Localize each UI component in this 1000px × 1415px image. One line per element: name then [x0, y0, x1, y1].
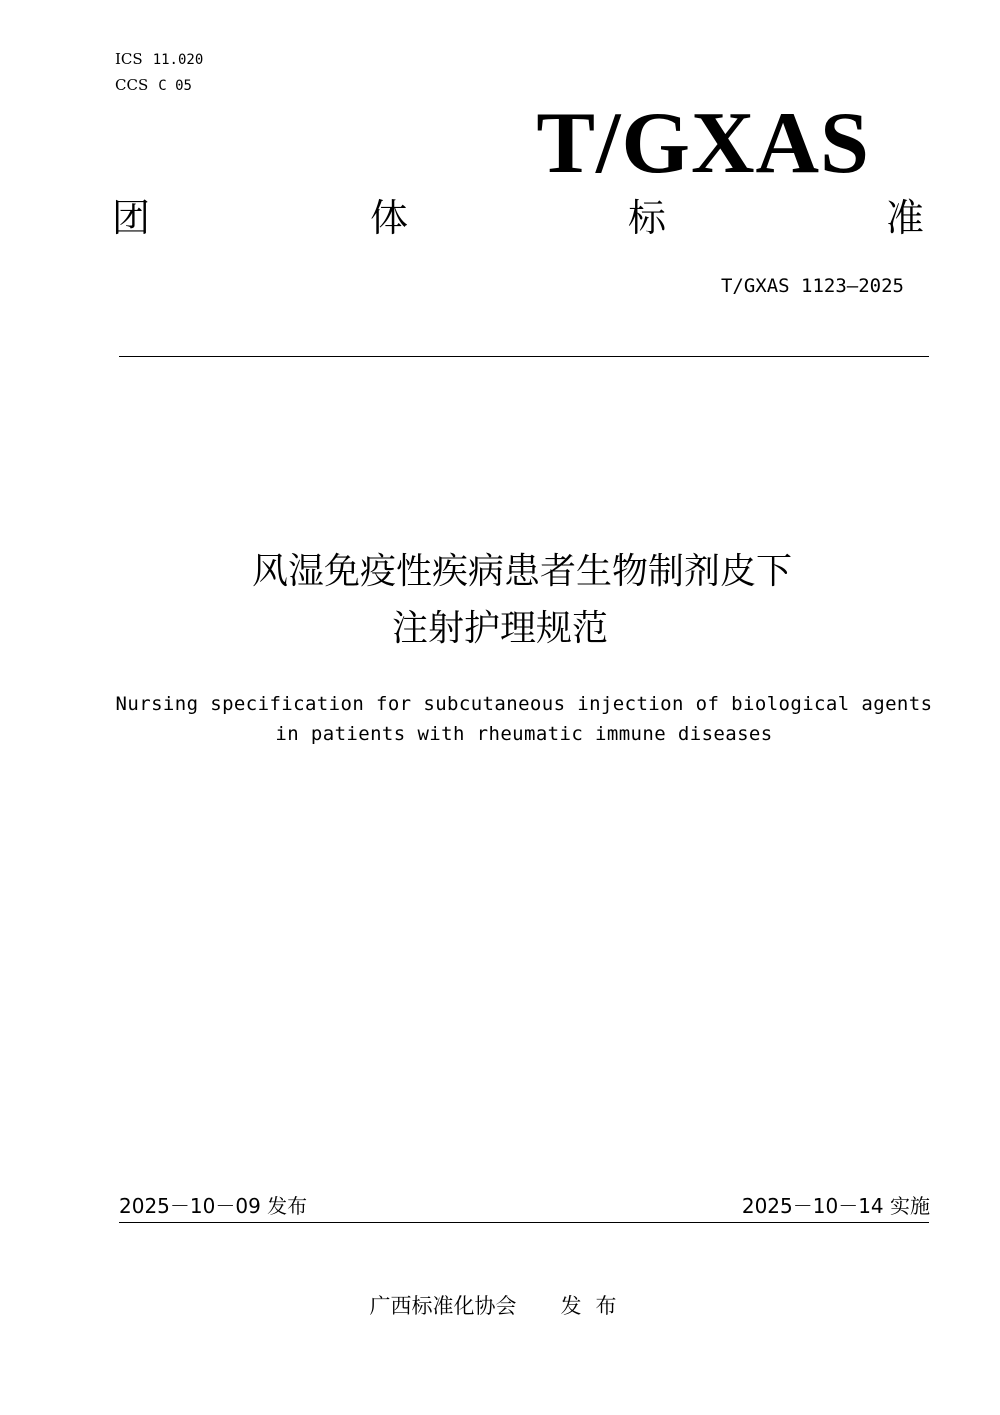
standard-type-heading	[112, 190, 924, 246]
standard-type-char: 标	[627, 196, 666, 240]
standard-number: T/GXAS 1123—2025	[720, 275, 904, 297]
publisher-name: 广西标准化协会	[369, 1294, 517, 1318]
english-title-line-2: in patients with rheumatic immune diseases	[275, 723, 773, 745]
ics-label: ICS	[115, 50, 143, 68]
chinese-title-line-1: 风湿免疫性疾病患者生物制剂皮下	[251, 551, 792, 592]
publisher-action: 发布	[560, 1294, 631, 1318]
standard-type-char: 准	[885, 196, 924, 240]
publish-date: 2025－10－09 发布	[119, 1194, 308, 1218]
standard-type-char: 团	[112, 196, 151, 240]
standard-brand-logo: T/GXAS	[536, 95, 870, 192]
publisher-line	[0, 1291, 1000, 1321]
english-title-line-1: Nursing specification for subcutaneous injection of biological agents	[115, 693, 933, 715]
ics-code: 11.020	[152, 52, 204, 68]
bottom-divider	[119, 1222, 929, 1223]
chinese-title-line-2: 注射护理规范	[391, 608, 608, 649]
ccs-code: C 05	[158, 78, 192, 94]
ccs-label: CCS	[115, 76, 149, 94]
effective-date: 2025－10－14 实施	[741, 1194, 930, 1218]
ccs-classification	[115, 76, 192, 95]
standard-type-char: 体	[369, 196, 408, 240]
top-divider	[119, 356, 929, 357]
ics-classification	[115, 50, 203, 69]
